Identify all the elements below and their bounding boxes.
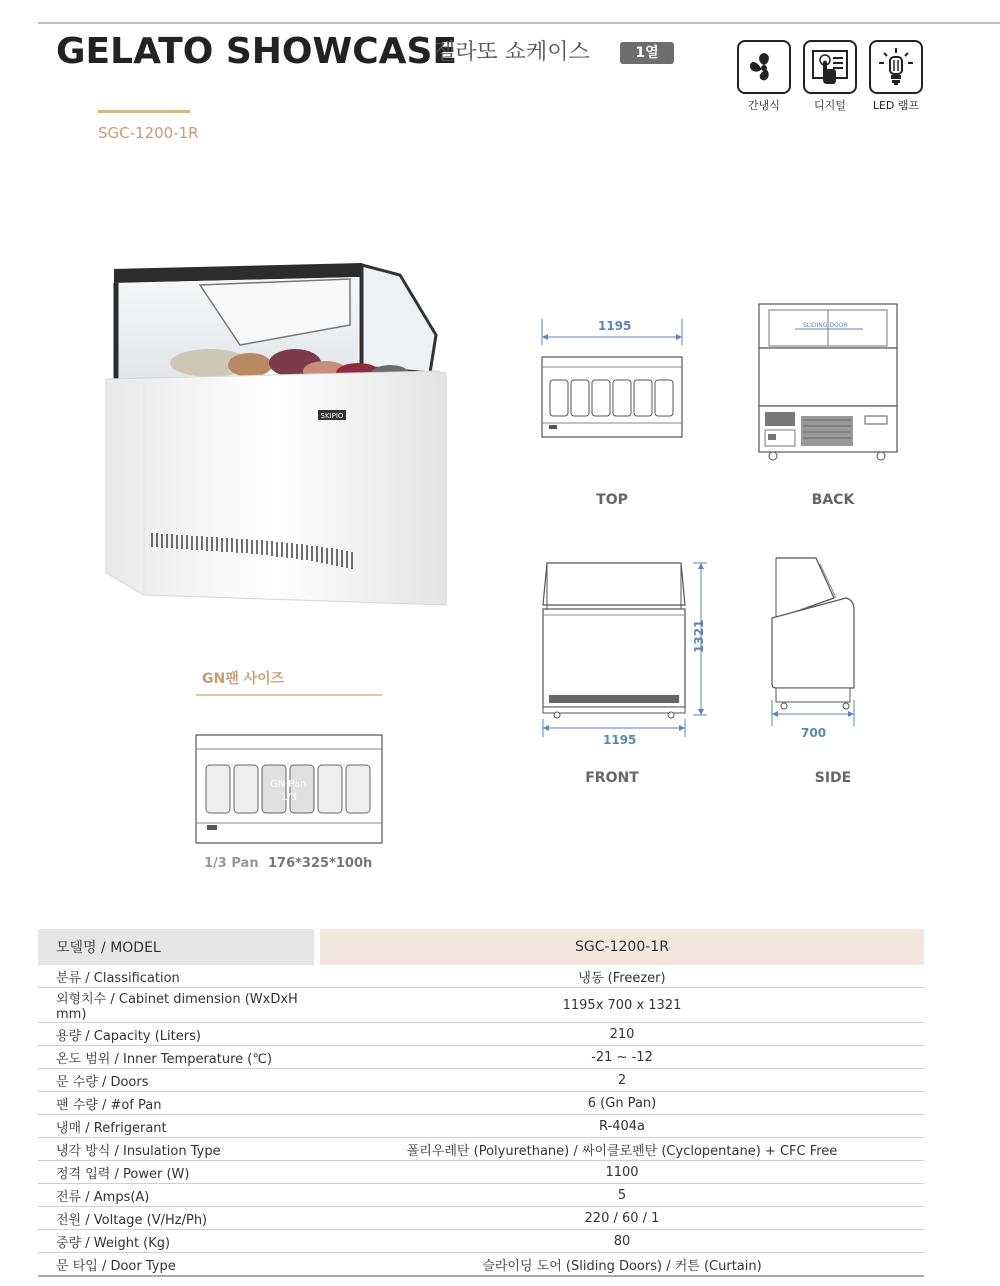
spec-row [38,1092,924,1115]
spec-key: 정격 입력 / Power (W) [38,1161,314,1184]
svg-text:SKIPIO: SKIPIO [320,412,344,420]
gn-pan-title: GN팬 사이즈 [202,671,285,687]
gn-pan-caption: GN Pan [270,779,307,790]
side-view-drawing [762,550,862,730]
spec-value: 5 [320,1184,924,1207]
spec-value: 1195x 700 x 1321 [320,988,924,1023]
top-width-dimension: 1195 [598,319,632,333]
spec-header-value: SGC-1200-1R [320,929,924,965]
side-depth-dimension: 700 [801,726,827,740]
spec-value: 1100 [320,1161,924,1184]
feature-label-cooling: 간냉식 [748,99,780,112]
gn-pan-rule [196,694,382,696]
spec-value: 폴리우레탄 (Polyurethane) / 싸이클로펜탄 (Cyclopentane) + CFC Free [320,1138,924,1161]
spec-row [38,1046,924,1069]
spec-row [38,988,924,1023]
spec-row [38,965,924,988]
spec-header-row [38,929,924,965]
model-accent-rule [98,110,190,113]
spec-key: 전류 / Amps(A) [38,1184,314,1207]
model-code: SGC-1200-1R [98,124,199,142]
feature-label-led: LED 램프 [872,99,920,112]
feature-label-digital: 디지털 [814,99,846,112]
page-subtitle: 젤라또 쇼케이스 [434,40,590,65]
front-width-dimension: 1195 [603,733,637,747]
fan-icon [737,40,791,94]
row-count-badge: 1열 [620,42,674,64]
spec-key: 전원 / Voltage (V/Hz/Ph) [38,1207,314,1230]
spec-row [38,1230,924,1253]
spec-row [38,1138,924,1161]
front-view-drawing [535,555,715,745]
spec-key: 문 타입 / Door Type [38,1253,314,1277]
spec-key: 온도 범위 / Inner Temperature (℃) [38,1046,314,1069]
top-divider [38,22,1000,24]
gn-pan-fraction: 1/3 [281,792,298,803]
top-view-label: TOP [596,492,628,508]
spec-key: 냉매 / Refrigerant [38,1115,314,1138]
top-view-drawing [535,315,695,445]
spec-key: 외형치수 / Cabinet dimension (WxDxH mm) [38,988,314,1023]
spec-key: 문 수량 / Doors [38,1069,314,1092]
front-height-dimension: 1321 [692,619,706,653]
spec-value: 220 / 60 / 1 [320,1207,924,1230]
spec-key: 중량 / Weight (Kg) [38,1230,314,1253]
spec-row [38,1184,924,1207]
spec-value: 냉동 (Freezer) [320,965,924,988]
spec-header-key: 모델명 / MODEL [38,929,314,965]
pan-size-value: 176*325*100h [268,856,373,871]
spec-row [38,1115,924,1138]
spec-row [38,1207,924,1230]
spec-key: 팬 수량 / #of Pan [38,1092,314,1115]
spec-row [38,1069,924,1092]
spec-value: 슬라이딩 도어 (Sliding Doors) / 커튼 (Curtain) [320,1253,924,1277]
gn-pan-drawing [194,733,384,848]
pan-size-label: 1/3 Pan [204,856,259,871]
side-view-label: SIDE [814,770,852,786]
sliding-door-note: SLIDING DOOR [803,322,848,329]
product-photo [100,255,460,615]
led-lamp-icon [869,40,923,94]
spec-key: 냉각 방식 / Insulation Type [38,1138,314,1161]
spec-value: -21 ~ -12 [320,1046,924,1069]
spec-key: 용량 / Capacity (Liters) [38,1023,314,1046]
spec-value: 6 (Gn Pan) [320,1092,924,1115]
spec-value: 210 [320,1023,924,1046]
spec-row [38,1253,924,1277]
spec-value: 2 [320,1069,924,1092]
page-title: GELATO SHOWCASE [56,31,458,72]
digital-touch-icon [803,40,857,94]
spec-row [38,1161,924,1184]
front-view-label: FRONT [585,770,639,786]
spec-table [38,929,924,1277]
spec-row [38,1023,924,1046]
back-view-label: BACK [811,492,855,508]
spec-value: R-404a [320,1115,924,1138]
spec-value: 80 [320,1230,924,1253]
spec-key: 분류 / Classification [38,965,314,988]
